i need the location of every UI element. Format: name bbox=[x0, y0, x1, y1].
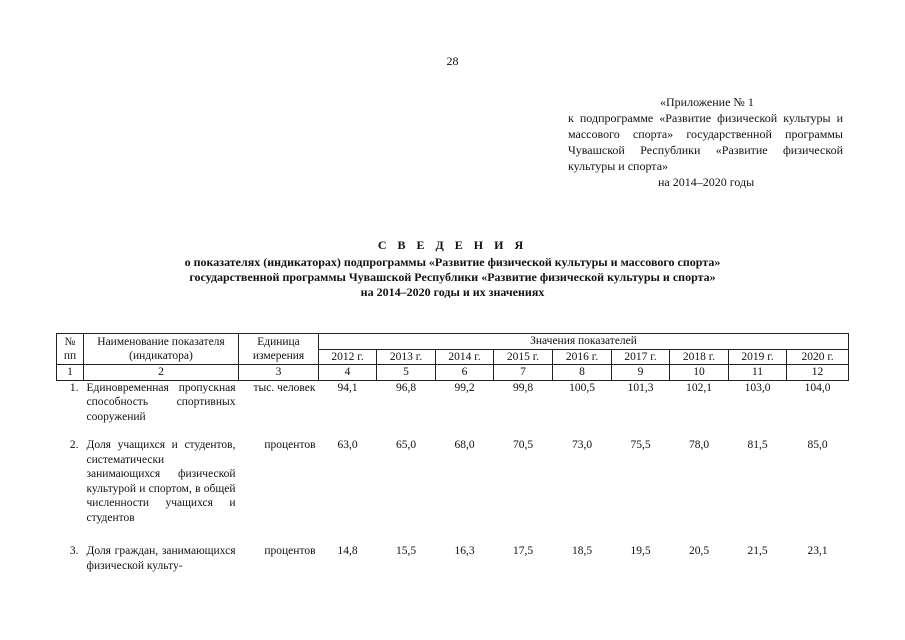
indicator-value: 16,3 bbox=[454, 545, 475, 557]
page-number: 28 bbox=[446, 54, 459, 68]
indicator-value: 15,5 bbox=[395, 545, 417, 557]
header-year: 2018 г. bbox=[670, 349, 729, 365]
indicator-name: Доля учащихся и студентов, систематически занимающихся физической культурой и спортом, в общей численности учащихся и студентов bbox=[86, 439, 236, 524]
indicator-value: 70,5 bbox=[512, 439, 534, 451]
header-year: 2015 г. bbox=[494, 349, 553, 365]
column-number: 6 bbox=[436, 365, 494, 381]
heading-title: С В Е Д Е Н И Я bbox=[377, 238, 528, 252]
header-year: 2016 г. bbox=[553, 349, 612, 365]
column-number: 7 bbox=[494, 365, 553, 381]
column-number: 4 bbox=[319, 365, 377, 381]
row-number: 1. bbox=[69, 381, 79, 394]
heading-line: государственной программы Чувашской Республики «Развитие физической культуры и спорта» bbox=[189, 270, 716, 284]
heading-line: на 2014–2020 годы и их значениях bbox=[360, 285, 545, 299]
indicator-value: 94,1 bbox=[337, 381, 358, 394]
indicator-value: 100,5 bbox=[569, 381, 595, 394]
indicator-value: 73,0 bbox=[571, 439, 593, 451]
indicator-unit: процентов bbox=[264, 439, 316, 451]
indicator-value: 75,5 bbox=[630, 439, 651, 451]
column-number: 9 bbox=[612, 365, 670, 381]
indicator-value: 78,0 bbox=[688, 439, 710, 451]
header-year: 2019 г. bbox=[729, 349, 787, 365]
header-values: Значения показателей bbox=[319, 334, 849, 350]
indicator-value: 63,0 bbox=[337, 439, 358, 451]
indicators-table bbox=[56, 333, 849, 573]
column-number: 1 bbox=[57, 365, 84, 381]
indicator-name: Единовременная пропускная способность спортивных сооружений bbox=[86, 381, 236, 423]
column-number: 8 bbox=[553, 365, 612, 381]
appendix-title: «Приложение № 1 bbox=[660, 95, 754, 109]
appendix-years: на 2014–2020 годы bbox=[658, 175, 755, 189]
indicator-value: 85,0 bbox=[807, 439, 828, 451]
column-number: 11 bbox=[729, 365, 787, 381]
indicator-value: 96,8 bbox=[395, 381, 417, 394]
document-heading bbox=[0, 238, 905, 300]
indicator-value: 17,5 bbox=[512, 545, 534, 557]
table-row bbox=[57, 438, 849, 544]
column-number-row bbox=[57, 365, 849, 381]
appendix-block bbox=[568, 94, 843, 190]
indicator-value: 103,0 bbox=[744, 381, 771, 394]
indicator-unit: процентов bbox=[264, 545, 316, 557]
indicator-value: 101,3 bbox=[627, 381, 654, 394]
indicator-value: 99,2 bbox=[454, 381, 475, 394]
indicator-value: 104,0 bbox=[804, 381, 831, 394]
header-unit: Единица измерения bbox=[239, 334, 319, 365]
header-year: 2020 г. bbox=[787, 349, 849, 365]
indicator-value: 19,5 bbox=[630, 545, 651, 557]
indicator-value: 18,5 bbox=[571, 545, 593, 557]
indicator-value: 65,0 bbox=[395, 439, 417, 451]
indicator-value: 102,1 bbox=[686, 381, 712, 394]
indicator-value: 99,8 bbox=[512, 381, 534, 394]
indicator-unit: тыс. человек bbox=[253, 381, 316, 394]
indicator-value: 81,5 bbox=[747, 439, 768, 451]
header-num: № пп bbox=[57, 334, 84, 365]
header-year: 2017 г. bbox=[612, 349, 670, 365]
column-number: 5 bbox=[377, 365, 436, 381]
column-number: 2 bbox=[84, 365, 239, 381]
header-year: 2013 г. bbox=[377, 349, 436, 365]
header-year: 2012 г. bbox=[319, 349, 377, 365]
row-number: 2. bbox=[69, 439, 79, 451]
appendix-text: к подпрограмме «Развитие физической культуры и массового спорта» государственной программы Чувашской Республики «Развитие физической культуры и спорта» bbox=[568, 111, 843, 173]
table-row bbox=[57, 380, 849, 438]
indicator-value: 14,8 bbox=[337, 545, 358, 557]
indicator-value: 21,5 bbox=[747, 545, 768, 557]
column-number: 12 bbox=[787, 365, 849, 381]
column-number: 3 bbox=[239, 365, 319, 381]
indicator-value: 23,1 bbox=[807, 545, 828, 557]
table-row bbox=[57, 544, 849, 573]
indicator-value: 20,5 bbox=[688, 545, 710, 557]
indicator-name: Доля граждан, занимающихся физической культу- bbox=[86, 545, 236, 572]
header-year: 2014 г. bbox=[436, 349, 494, 365]
row-number: 3. bbox=[69, 545, 79, 557]
header-name: Наименование показателя (индикатора) bbox=[84, 334, 239, 365]
indicator-value: 68,0 bbox=[454, 439, 475, 451]
column-number: 10 bbox=[670, 365, 729, 381]
heading-line: о показателях (индикаторах) подпрограммы «Развитие физической культуры и массового спорта» bbox=[184, 255, 721, 269]
